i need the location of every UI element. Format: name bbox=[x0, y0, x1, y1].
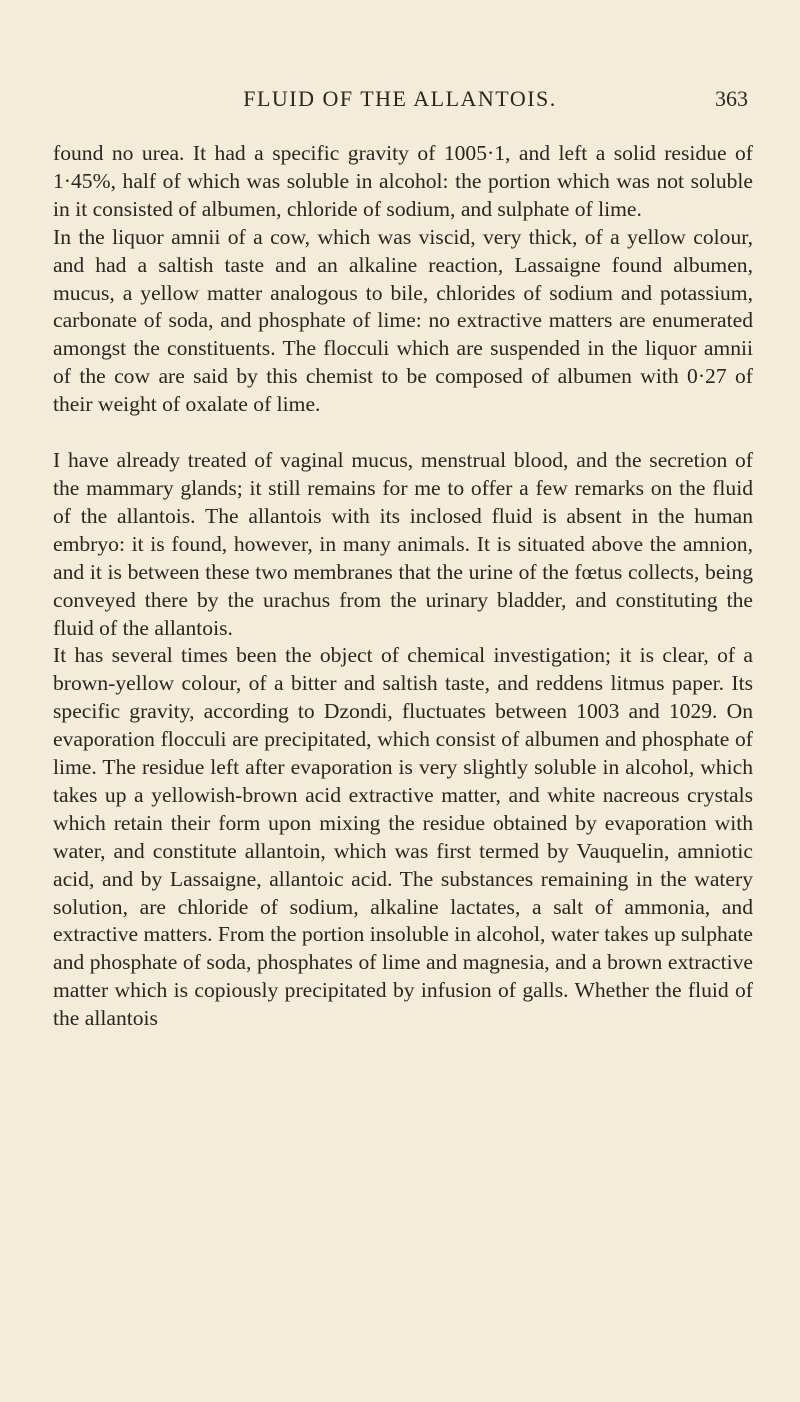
paragraph: It has several times been the object of chemical investigation; it is clear, of a brown-yellow colour, of a bitter and saltish taste, and reddens litmus paper. Its specific gravity, according to Dzondi, fluctuates between 1003 and 1029. On evaporation flocculi are precipitated, which consist of albumen and phosphate of lime. The residue left after evaporation is very slightly soluble in alcohol, which takes up a yellowish-brown acid extractive matter, and white nacreous crystals which retain their form upon mixing the residue obtained by evaporation with water, and constitute allantoin, which was first termed by Vauquelin, amniotic acid, and by Lassaigne, allantoic acid. The substances remaining in the watery solution, are chloride of sodium, alkaline lactates, a salt of ammonia, and extractive matters. From the portion insoluble in alcohol, water takes up sulphate and phosphate of soda, phosphates of lime and magnesia, and a brown extractive matter which is copiously precipitated by infusion of galls. Whether the fluid of the allantois bbox=[53, 643, 753, 1031]
page-number: 363 bbox=[715, 86, 748, 111]
paragraph: found no urea. It had a specific gravity of 1005·1, and left a solid residue of 1·45%, half of which was soluble in alcohol: the portion which was not soluble in it consisted of albumen, chloride of sodium, and sulphate of lime. bbox=[53, 141, 753, 221]
paragraph: In the liquor amnii of a cow, which was viscid, very thick, of a yellow colour, and had a saltish taste and an alkaline reaction, Lassaigne found albumen, mucus, a yellow matter analogous to bile, chlorides of sodium and potassium, carbonate of soda, and phosphate of lime: no extractive matters are enumerated amongst the constituents. The flocculi which are suspended in the liquor amnii of the cow are said by this chemist to be composed of albumen with 0·27 of their weight of oxalate of lime. bbox=[53, 224, 753, 417]
running-title: FLUID OF THE ALLANTOIS. bbox=[243, 86, 557, 111]
paragraph: I have already treated of vaginal mucus, menstrual blood, and the secretion of the mammary glands; it still remains for me to offer a few remarks on the fluid of the allantois. The allantois with its inclosed fluid is absent in the human embryo: it is found, however, in many animals. It is situated above the amnion, and it is between these two membranes that the urine of the fœtus collects, being conveyed there by the urachus from the urinary bladder, and constituting the fluid of the allantois. bbox=[53, 448, 753, 640]
body-text bbox=[53, 140, 753, 1033]
running-head bbox=[0, 86, 800, 126]
